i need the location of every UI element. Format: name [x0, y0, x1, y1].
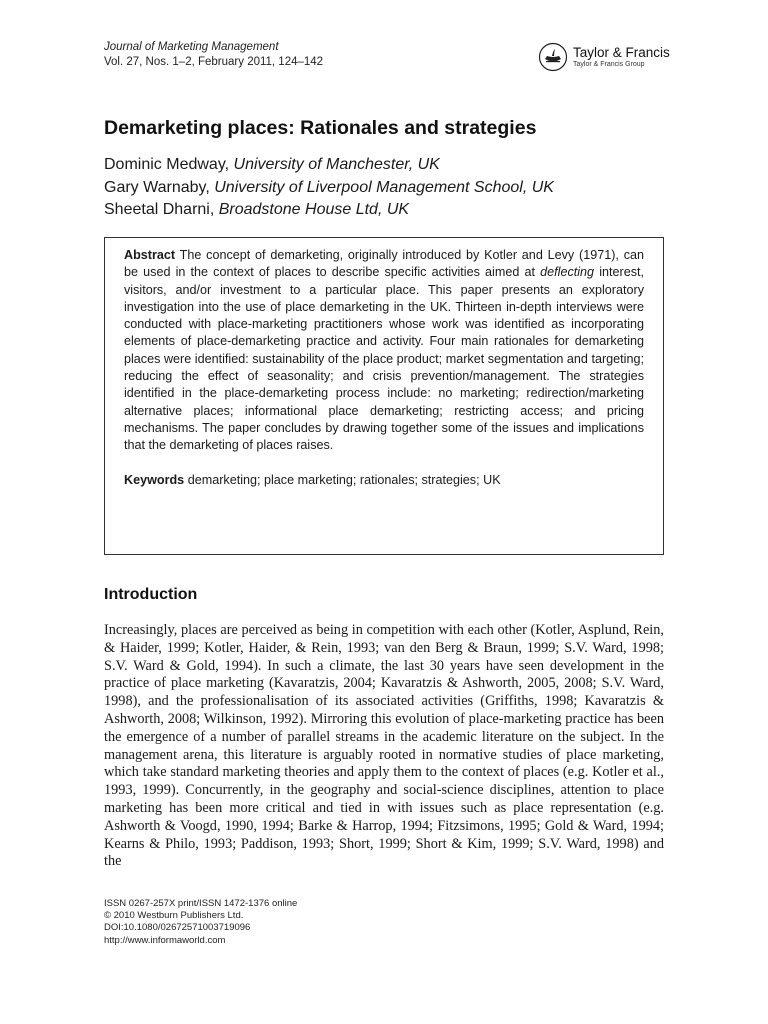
author-list [104, 154, 554, 222]
abstract-text [124, 247, 644, 455]
abstract-emphasis: deflecting [540, 265, 595, 280]
abstract-label: Abstract [124, 248, 176, 262]
abstract-text-part: The concept of demarketing, originally introduced by Kotler and Levy (1971), can be used in the context of places to describe specific activities aimed at [124, 248, 644, 280]
author-affiliation: Broadstone House Ltd, UK [218, 201, 410, 218]
author-line [104, 177, 554, 200]
journal-name: Journal of Marketing Management [104, 41, 279, 53]
footer-info [104, 898, 297, 947]
publisher-lamp-icon [538, 42, 568, 72]
publisher-group: Taylor & Francis Group [573, 61, 645, 68]
author-name: Sheetal Dharni, [104, 201, 219, 218]
keywords-label: Keywords [124, 472, 185, 487]
website-link[interactable]: http://www.informaworld.com [104, 934, 226, 946]
journal-info [104, 40, 323, 70]
copyright: © 2010 Westburn Publishers Ltd. [104, 910, 244, 922]
abstract-text-part: interest, visitors, and/or investment to a particular place. This paper presents an exploratory investigation into the use of place demarketing in the UK. Thirteen in-depth interviews were conducted with place-marketing practitioners whose work was identified as incorporating elements of place-demarketing practice and activity. Four main rationales for demarketing places were identified: sustainability of the place product; market segmentation and targeting; reducing the effect of seasonality; and crisis prevention/management. The strategies identified in the place-demarketing process include: no marketing; redirection/marketing alternative places; informational place demarketing; restricting access; and pricing mechanisms. The paper concludes by drawing together some of the issues and implications that the demarketing of places raises. [124, 265, 644, 453]
author-affiliation: University of Liverpool Management School, UK [214, 178, 554, 196]
author-line [104, 154, 554, 177]
abstract-box [104, 237, 664, 555]
journal-volume: Vol. 27, Nos. 1–2, February 2011, 124–142 [104, 56, 324, 68]
keywords-list: demarketing; place marketing; rationales; strategies; UK [184, 472, 501, 487]
author-name: Dominic Medway, [104, 156, 234, 173]
paper-title: Demarketing places: Rationales and strategies [104, 117, 537, 139]
publisher-name: Taylor & Francis [573, 45, 670, 60]
body-paragraph: Increasingly, places are perceived as being in competition with each other (Kotler, Asplund, Rein, & Haider, 1999; Kotler, Haider, & Rein, 1993; van den Berg & Braun, 1999; S.V. Ward, 1998; S.V. Ward & Gold, 1994). In such a climate, the last 30 years have seen development in the practice of place marketing (Kavaratzis, 2004; Kavaratzis & Ashworth, 2005, 2008; S.V. Ward, 1998), and the professionalisation of its associated activities (Griffiths, 1998; Kavaratzis & Ashworth, 2008; Wilkinson, 1992). Mirroring this evolution of place-marketing practice has been the emergence of a number of parallel streams in the academic literature on the subject. In the management arena, this literature is arguably rooted in normative studies of place marketing, which take standard marketing theories and apply them to the context of places (e.g. Kotler et al., 1993, 1999). Concurrently, in the geography and social-science disciplines, attention to place marketing has been more critical and tied in with issues such as place representation (e.g. Ashworth & Voogd, 1990, 1994; Barke & Harrop, 1994; Fitzsimons, 1995; Gold & Ward, 1994; Kearns & Philo, 1993; Paddison, 1993; Short, 1999; Short & Kim, 1999; S.V. Ward, 1998) and the [104, 622, 664, 870]
doi: DOI:10.1080/02672571003719096 [104, 922, 251, 934]
author-name: Gary Warnaby, [104, 178, 215, 196]
issn: ISSN 0267-257X print/ISSN 1472-1376 online [104, 898, 298, 909]
author-line [104, 199, 554, 222]
publisher-logo [538, 42, 670, 72]
keywords [124, 472, 644, 489]
section-heading: Introduction [104, 586, 198, 603]
author-affiliation: University of Manchester, UK [233, 156, 440, 173]
